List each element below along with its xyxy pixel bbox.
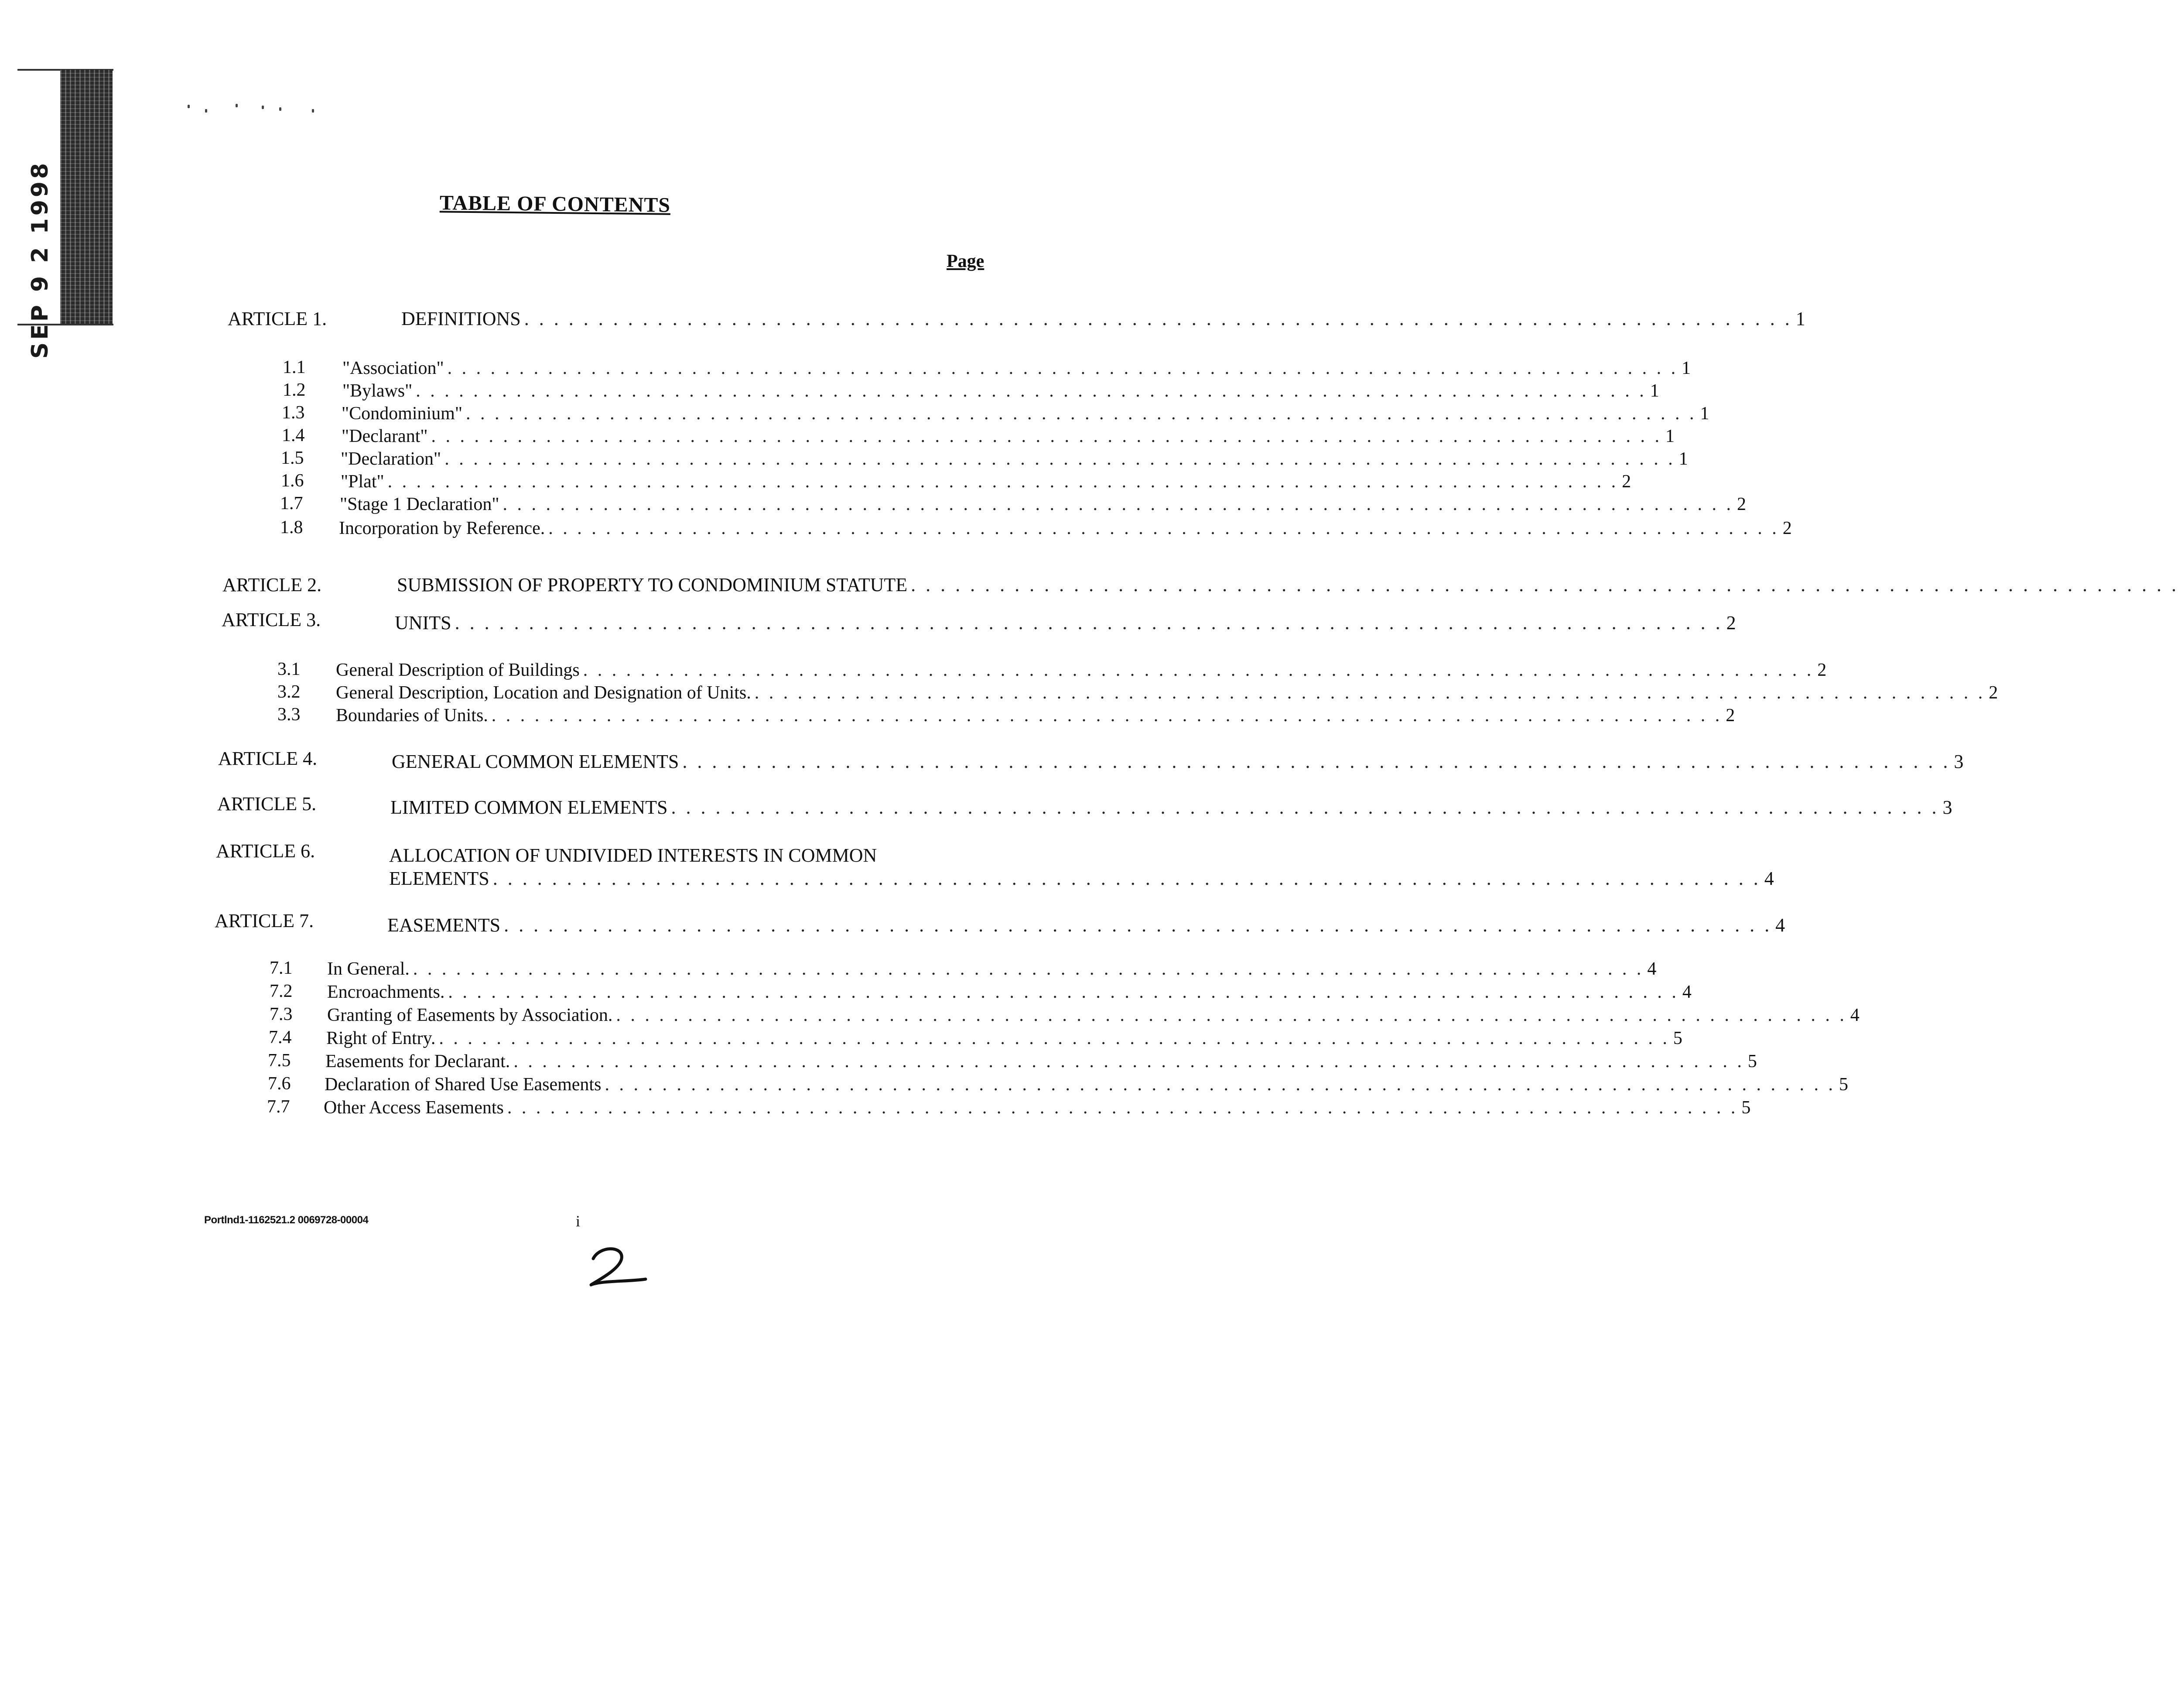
dot-leader: . . . . . . . . . . . . . . . . . . . . . . . . . . . . . . . . . . . . . . . . . . . . . . . . . . . . . . . . . . . . . . . . . . . . . . . . . . . . . . . . . . . . . .	[616, 1005, 1847, 1025]
article-page-number: 2	[1726, 612, 1736, 633]
article-heading[interactable]	[397, 574, 2179, 596]
section-title: "Stage 1 Declaration"	[340, 494, 499, 514]
dot-leader: . . . . . . . . . . . . . . . . . . . . . . . . . . . . . . . . . . . . . . . . . . . . . . . . . . . . . . . . . . . . . . . . . . . . . . . . . . . . . . . . . . . . . .	[439, 1028, 1670, 1048]
article-heading[interactable]	[392, 750, 1964, 773]
dot-leader: . . . . . . . . . . . . . . . . . . . . . . . . . . . . . . . . . . . . . . . . . . . . . . . . . . . . . . . . . . . . . . . . . . . . . . . . . . . . . . . . . . . . . .	[431, 426, 1662, 446]
section-entry[interactable]	[327, 981, 1692, 1003]
section-number: 3.1	[277, 659, 301, 679]
article-heading	[389, 844, 912, 867]
article-number: ARTICLE 5.	[217, 793, 317, 815]
section-number: 3.3	[277, 705, 301, 725]
section-title: General Description of Buildings	[336, 660, 580, 680]
section-page-number: 1	[1665, 426, 1675, 446]
dot-leader: . . . . . . . . . . . . . . . . . . . . . . . . . . . . . . . . . . . . . . . . . . . . . . . . . . . . . . . . . . . . . . . . . . . . . . . . . . . . . . . . . . . . . .	[507, 1098, 1738, 1118]
dot-leader: . . . . . . . . . . . . . . . . . . . . . . . . . . . . . . . . . . . . . . . . . . . . . . . . . . . . . . . . . . . . . . . . . . . . . . . . . . . . . . . . . . . . . .	[583, 660, 1814, 680]
dot-leader: . . . . . . . . . . . . . . . . . . . . . . . . . . . . . . . . . . . . . . . . . . . . . . . . . . . . . . . . . . . . . . . . . . . . . . . . . . . . . . . . . . . . . .	[444, 449, 1675, 469]
dot-leader: . . . . . . . . . . . . . . . . . . . . . . . . . . . . . . . . . . . . . . . . . . . . . . . . . . . . . . . . . . . . . . . . . . . . . . . . . . . . . . . . . . . . . .	[524, 308, 1792, 329]
dot-leader: . . . . . . . . . . . . . . . . . . . . . . . . . . . . . . . . . . . . . . . . . . . . . . . . . . . . . . . . . . . . . . . . . . . . . . . . . . . . . . . . . . . . . .	[503, 494, 1733, 514]
section-number: 1.6	[281, 471, 304, 491]
dot-leader: . . . . . . . . . . . . . . . . . . . . . . . . . . . . . . . . . . . . . . . . . . . . . . . . . . . . . . . . . . . . . . . . . . . . . . . . . . . . . . . . . . . . . .	[548, 518, 1779, 538]
section-page-number: 1	[1700, 404, 1709, 424]
article-number: ARTICLE 3.	[222, 609, 321, 630]
article-page-number: 1	[1795, 308, 1805, 329]
dot-leader: . . . . . . . . . . . . . . . . . . . . . . . . . . . . . . . . . . . . . . . . . . . . . . . . . . . . . . . . . . . . . . . . . . . . . . . . . . . . . . . . . . . . . .	[682, 751, 1951, 772]
article-heading[interactable]	[387, 914, 1785, 937]
article-title: EASEMENTS	[387, 914, 501, 936]
section-title: Easements for Declarant.	[325, 1051, 510, 1071]
section-title: "Bylaws"	[342, 381, 413, 401]
section-page-number: 1	[1650, 381, 1659, 401]
section-number: 7.1	[270, 958, 293, 978]
section-page-number: 2	[1726, 705, 1735, 726]
dot-leader: . . . . . . . . . . . . . . . . . . . . . . . . . . . . . . . . . . . . . . . . . . . . . . . . . . . . . . . . . . . . . . . . . . . . . . . . . . . . . . . . . . . . . .	[605, 1075, 1836, 1095]
dot-leader: . . . . . . . . . . . . . . . . . . . . . . . . . . . . . . . . . . . . . . . . . . . . . . . . . . . . . . . . . . . . . . . . . . . . . . . . . . . . . . . . . . . . . .	[491, 705, 1723, 726]
section-page-number: 4	[1647, 959, 1657, 979]
section-page-number: 2	[1989, 683, 1998, 703]
section-title: Encroachments.	[327, 982, 445, 1002]
article-title: UNITS	[395, 612, 451, 633]
article-heading[interactable]	[395, 612, 1736, 634]
dot-leader: . . . . . . . . . . . . . . . . . . . . . . . . . . . . . . . . . . . . . . . . . . . . . . . . . . . . . . . . . . . . . . . . . . . . . . . . . . . . . . . . . . . . . .	[465, 404, 1697, 424]
section-page-number: 5	[1741, 1098, 1751, 1118]
section-number: 7.7	[267, 1097, 290, 1117]
section-title: Right of Entry.	[326, 1028, 436, 1048]
section-page-number: 5	[1839, 1075, 1848, 1095]
section-title: "Association"	[342, 358, 444, 378]
section-entry[interactable]	[342, 357, 1691, 380]
section-number: 1.5	[281, 448, 304, 468]
page-number: i	[576, 1212, 581, 1230]
article-page-number: 3	[1954, 751, 1964, 772]
section-page-number: 4	[1850, 1005, 1860, 1025]
section-page-number: 2	[1817, 660, 1827, 680]
section-number: 7.2	[270, 981, 293, 1001]
section-entry[interactable]	[325, 1050, 1757, 1073]
section-title: Incorporation by Reference.	[339, 518, 545, 538]
article-page-number: 3	[1942, 797, 1952, 818]
dot-leader: . . . . . . . . . . . . . . . . . . . . . . . . . . . . . . . . . . . . . . . . . . . . . . . . . . . . . . . . . . . . . . . . . . . . . . . . . . . . . . . . . . . . . .	[387, 472, 1619, 492]
section-entry[interactable]	[327, 1004, 1860, 1027]
section-entry[interactable]	[341, 448, 1688, 470]
article-heading[interactable]	[390, 796, 1952, 819]
section-number: 1.8	[280, 517, 303, 537]
page-column-header: Page	[947, 251, 985, 271]
section-title: Granting of Easements by Association.	[327, 1005, 613, 1025]
section-page-number: 4	[1682, 982, 1692, 1002]
article-number: ARTICLE 4.	[218, 748, 318, 769]
article-heading-continued	[389, 867, 1774, 890]
section-page-number: 2	[1782, 518, 1792, 538]
section-entry[interactable]	[325, 1073, 1848, 1096]
section-number: 7.5	[268, 1051, 291, 1071]
section-entry[interactable]	[340, 493, 1746, 516]
section-entry[interactable]	[341, 470, 1631, 493]
document-reference: Portlnd1-1162521.2 0069728-00004	[204, 1214, 369, 1226]
section-title: "Plat"	[341, 472, 384, 492]
article-page-number: 4	[1764, 868, 1774, 889]
section-entry[interactable]	[342, 425, 1675, 448]
section-page-number: 1	[1678, 449, 1688, 469]
section-number: 7.3	[270, 1004, 293, 1024]
section-entry[interactable]	[342, 402, 1709, 425]
dot-leader: . . . . . . . . . . . . . . . . . . . . . . . . . . . . . . . . . . . . . . . . . . . . . . . . . . . . . . . . . . . . . . . . . . . . . . . . . . . . . . . . . . . . . .	[492, 868, 1761, 889]
article-page-number: 4	[1775, 914, 1785, 936]
dot-leader: . . . . . . . . . . . . . . . . . . . . . . . . . . . . . . . . . . . . . . . . . . . . . . . . . . . . . . . . . . . . . . . . . . . . . . . . . . . . . . . . . . . . . .	[671, 797, 1939, 818]
dot-leader: . . . . . . . . . . . . . . . . . . . . . . . . . . . . . . . . . . . . . . . . . . . . . . . . . . . . . . . . . . . . . . . . . . . . . . . . . . . . . . . . . . . . . .	[754, 683, 1986, 703]
section-page-number: 1	[1682, 358, 1691, 378]
section-page-number: 2	[1622, 472, 1631, 492]
section-entry[interactable]	[342, 380, 1659, 402]
section-title: "Declaration"	[341, 449, 441, 469]
handwritten-page-number	[585, 1243, 650, 1291]
section-entry[interactable]	[324, 1096, 1751, 1119]
section-page-number: 5	[1747, 1051, 1757, 1071]
section-title: Boundaries of Units.	[336, 705, 488, 726]
recording-stamp: SEP 9 2 1998	[27, 160, 54, 359]
section-number: 7.6	[268, 1074, 291, 1094]
dot-leader: . . . . . . . . . . . . . . . . . . . . . . . . . . . . . . . . . . . . . . . . . . . . . . . . . . . . . . . . . . . . . . . . . . . . . . . . . . . . . . . . . . . . . .	[504, 914, 1772, 936]
article-number: ARTICLE 7.	[215, 910, 314, 931]
section-number: 1.3	[282, 403, 305, 423]
section-title: General Description, Location and Designation of Units.	[336, 683, 751, 703]
document-title: TABLE OF CONTENTS	[439, 191, 671, 217]
section-page-number: 5	[1673, 1028, 1682, 1048]
article-title: SUBMISSION OF PROPERTY TO CONDOMINIUM STATUTE	[397, 574, 908, 596]
section-page-number: 2	[1737, 494, 1746, 514]
section-number: 1.7	[280, 493, 303, 513]
dot-leader: . . . . . . . . . . . . . . . . . . . . . . . . . . . . . . . . . . . . . . . . . . . . . . . . . . . . . . . . . . . . . . . . . . . . . . . . . . . . . . . . . . . . . .	[447, 358, 1678, 378]
article-title: LIMITED COMMON ELEMENTS	[390, 797, 668, 818]
section-entry[interactable]	[336, 681, 1998, 704]
article-number: ARTICLE 1.	[228, 308, 327, 329]
article-number: ARTICLE 6.	[216, 840, 315, 862]
section-entry[interactable]	[336, 704, 1735, 727]
article-title: ALLOCATION OF UNDIVIDED INTERESTS IN COMMON	[389, 845, 877, 866]
dot-leader: . . . . . . . . . . . . . . . . . . . . . . . . . . . . . . . . . . . . . . . . . . . . . . . . . . . . . . . . . . . . . . . . . . . . . . . . . . . . . . . . . . . . . .	[448, 982, 1679, 1002]
section-entry[interactable]	[326, 1027, 1682, 1050]
section-entry[interactable]	[339, 517, 1792, 540]
section-title: Other Access Easements	[324, 1098, 504, 1118]
section-number: 3.2	[277, 682, 301, 702]
article-title-line2: ELEMENTS	[389, 868, 489, 889]
dot-leader: . . . . . . . . . . . . . . . . . . . . . . . . . . . . . . . . . . . . . . . . . . . . . . . . . . . . . . . . . . . . . . . . . . . . . . . . . . . . . . . . . . . . . .	[413, 959, 1644, 979]
dot-leader: . . . . . . . . . . . . . . . . . . . . . . . . . . . . . . . . . . . . . . . . . . . . . . . . . . . . . . . . . . . . . . . . . . . . . . . . . . . . . . . . . . . . . .	[513, 1051, 1744, 1071]
section-title: "Declarant"	[342, 426, 428, 446]
article-title: DEFINITIONS	[401, 308, 521, 329]
section-number: 7.4	[269, 1027, 292, 1047]
dot-leader: . . . . . . . . . . . . . . . . . . . . . . . . . . . . . . . . . . . . . . . . . . . . . . . . . . . . . . . . . . . . . . . . . . . . . . . . . . . . . . . . . . . . . .	[455, 612, 1723, 633]
article-heading[interactable]	[401, 308, 1805, 330]
dot-leader: . . . . . . . . . . . . . . . . . . . . . . . . . . . . . . . . . . . . . . . . . . . . . . . . . . . . . . . . . . . . . . . . . . . . . . . . . . . . . . . . . . . . . .	[416, 381, 1647, 401]
section-title: In General.	[327, 959, 410, 979]
article-title: GENERAL COMMON ELEMENTS	[392, 751, 679, 772]
section-title: "Condominium"	[342, 404, 462, 424]
section-title: Declaration of Shared Use Easements	[325, 1075, 602, 1095]
section-entry[interactable]	[327, 958, 1657, 980]
section-number: 1.4	[282, 425, 305, 445]
section-entry[interactable]	[336, 659, 1827, 681]
article-number: ARTICLE 2.	[222, 574, 322, 596]
section-number: 1.2	[283, 380, 306, 400]
dot-leader: . . . . . . . . . . . . . . . . . . . . . . . . . . . . . . . . . . . . . . . . . . . . . . . . . . . . . . . . . . . . . . . . . . . . . . . . . . . . . . . . . . . . . .	[911, 574, 2179, 596]
section-number: 1.1	[283, 357, 306, 377]
